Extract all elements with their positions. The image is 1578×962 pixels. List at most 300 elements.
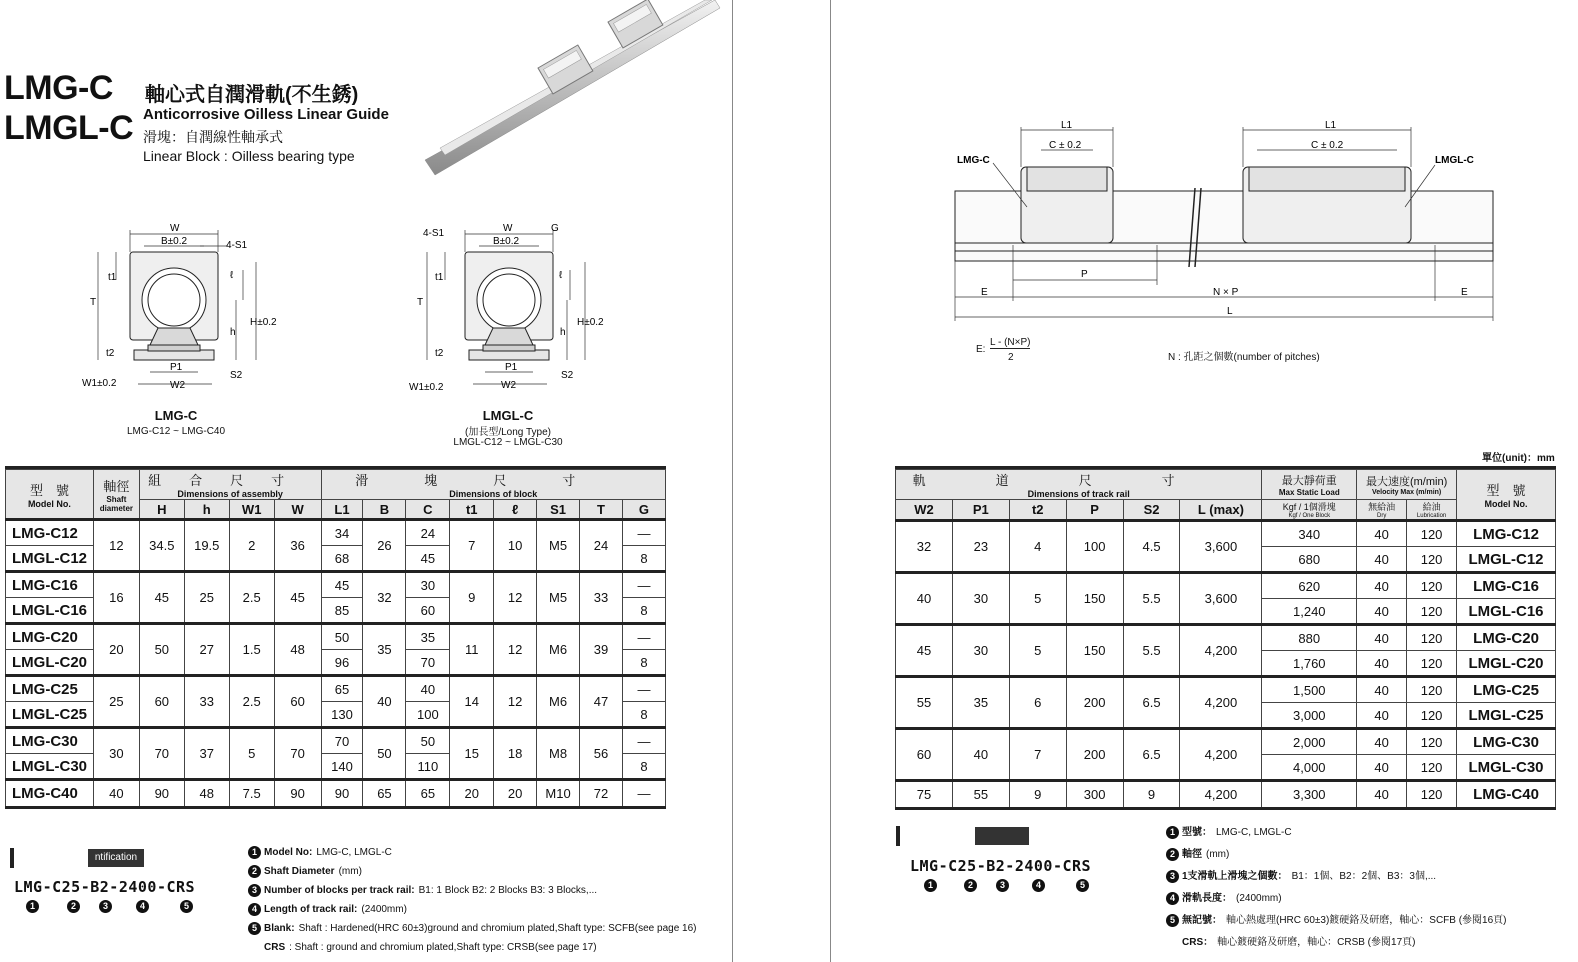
rt-cell-P: 200 [1066,729,1123,781]
lt-cell-L1: 130 [321,702,363,728]
lt-row [6,520,666,546]
lt-cell-t1: 14 [450,676,494,728]
right-crs-key: CRS： [1182,937,1214,948]
ident-code-right: LMG-C25-B2-2400-CRS [910,857,1092,875]
rt-track-en: Dimensions of track rail [1027,489,1130,499]
lt-cell-l: 12 [494,624,537,676]
lt-cell-W1: 2.5 [229,572,274,624]
rt-cell-load: 880 [1262,625,1357,651]
lt-cell-L1: 70 [321,728,363,754]
e-formula-prefix: E: [976,344,986,355]
rt-cell-P1: 30 [952,573,1009,625]
dim-p1-label: P1 [170,362,183,373]
ident-num-r2: 2 [964,879,977,892]
lt-cell-l: 20 [494,780,537,808]
dim-l-label: ℓ [230,270,234,281]
lt-cell-shaft: 30 [93,728,139,780]
rt-cell-S2: 4.5 [1123,521,1180,573]
lt-cell-t1: 20 [450,780,494,808]
lt-model-header [6,470,94,520]
e-formula-numerator: L - (N×P) [990,337,1031,348]
lt-cell-l: 18 [494,728,537,780]
n-note: N : 孔距之個數(number of pitches) [1168,352,1320,363]
rt-model-cell: LMGL-C25 [1457,703,1556,729]
lt-model-cell: LMGL-C12 [6,546,94,572]
lt-cell-W: 60 [274,676,321,728]
rail-e-right: E [1461,287,1468,298]
lt-cell-B: 35 [363,624,406,676]
lt-cell-G: 8 [622,598,665,624]
lt-cell-L1: 140 [321,754,363,780]
lt-col-7: t1 [450,500,494,520]
lt-cell-T: 56 [580,728,623,780]
lt-cell-shaft: 25 [93,676,139,728]
lt-cell-shaft: 12 [93,520,139,572]
lt-shaft-cn: 軸徑 [103,478,130,494]
lt-block-cn: 滑塊尺寸 [355,473,632,488]
lt-row [6,624,666,650]
lt-cell-H: 34.5 [139,520,184,572]
rt-model-cell: LMG-C40 [1457,781,1556,809]
rt-cell-load: 1,240 [1262,599,1357,625]
rt-cell-lub: 120 [1407,703,1457,729]
rt-cell-load: 620 [1262,573,1357,599]
rt-cell-load: 3,300 [1262,781,1357,809]
rt-vel-en: Velocity Max (m/min) [1372,489,1442,496]
lt-cell-G: 8 [622,754,665,780]
rt-cell-t2: 9 [1009,781,1066,809]
title-lmg-c: LMG-C [4,69,113,107]
lt-model-cell: LMGL-C25 [6,702,94,728]
rt-cell-load: 680 [1262,547,1357,573]
left-legend-num: 3 [248,884,261,897]
lmgl-c-section-drawing [405,220,605,395]
lt-cell-S1: M5 [537,520,580,572]
dim-s2-label-2: S2 [561,370,574,381]
lt-model-cn: 型 號 [29,482,69,498]
lt-model-cell: LMG-C12 [6,520,94,546]
lt-cell-W: 90 [274,780,321,808]
right-legend-item [1166,888,1566,910]
lt-col-11: G [622,500,665,520]
right-legend-num: 4 [1166,892,1179,905]
rt-cell-W2: 75 [896,781,953,809]
ident-num-3: 3 [99,900,112,913]
lt-cell-S1: M6 [537,676,580,728]
rt-cell-dry: 40 [1357,781,1407,809]
left-legend-key: Model No: [264,847,313,858]
rail-p-label: P [1081,269,1088,280]
right-legend-crs [1182,932,1566,954]
rt-cell-lub: 120 [1407,625,1457,651]
lt-col-4: L1 [321,500,363,520]
dim-b-label: B±0.2 [161,236,188,247]
lt-cell-h: 48 [184,780,229,808]
lt-cell-H: 90 [139,780,184,808]
dim-t2-label: t2 [106,348,115,359]
rt-col-3: P [1066,500,1123,521]
left-legend-val: B1: 1 Block B2: 2 Blocks B3: 3 Blocks,... [418,885,598,896]
lt-cell-L1: 65 [321,676,363,702]
lt-cell-C: 30 [406,572,450,598]
rt-cell-dry: 40 [1357,729,1407,755]
right-legend-key: 1支滑軌上滑塊之個數： [1182,871,1288,882]
rt-row [896,677,1556,703]
rail-np-label: N × P [1213,287,1239,298]
lt-cell-C: 40 [406,676,450,702]
rt-col-4: S2 [1123,500,1180,521]
lt-cell-C: 100 [406,702,450,728]
rt-model-cell: LMG-C12 [1457,521,1556,547]
lt-cell-T: 24 [580,520,623,572]
right-legend-val: 軸心熱處理(HRC 60±3)鍍硬鉻及研磨，軸心：SCFB (參閱16頁) [1226,915,1507,926]
right-legend-num: 1 [1166,826,1179,839]
lt-cell-C: 65 [406,780,450,808]
rt-vel-cn: 最大速度(m/min) [1365,476,1448,488]
left-legend-key: Length of track rail: [264,904,358,915]
dim-h-label-2: H±0.2 [577,317,604,328]
subtitle-cn: 滑塊：自潤線性軸承式 [143,129,283,145]
dim-h-label: H±0.2 [250,317,277,328]
right-legend-item [1166,844,1566,866]
lt-col-2: W1 [229,500,274,520]
lt-row [6,728,666,754]
rt-col-lub [1407,500,1457,521]
lt-cell-G: — [622,728,665,754]
rt-col-5: L (max) [1180,500,1262,521]
rt-cell-S2: 9 [1123,781,1180,809]
ident-num-r1: 1 [924,879,937,892]
lt-cell-l: 10 [494,520,537,572]
rt-cell-P1: 40 [952,729,1009,781]
dim-t-label-2: T [417,297,424,308]
right-spec-table [895,469,1556,810]
rt-model-cn: 型 號 [1486,483,1526,498]
unit-note: 單位(unit)：mm [1482,453,1555,464]
dim-p1-label-2: P1 [505,362,518,373]
dim-sh-label-2: h [560,327,566,338]
lt-cell-h: 27 [184,624,229,676]
lt-model-cell: LMGL-C16 [6,598,94,624]
rt-cell-W2: 40 [896,573,953,625]
rt-cell-P1: 35 [952,677,1009,729]
lt-col-1: h [184,500,229,520]
lt-cell-t1: 9 [450,572,494,624]
lt-row-last [6,780,666,808]
rt-cell-load: 2,000 [1262,729,1357,755]
rail-c-left: C ± 0.2 [1049,140,1082,151]
rt-model-cell: LMGL-C30 [1457,755,1556,781]
lmgl-c-drawing-type: (加長型/Long Type) [465,427,551,438]
rt-load-header [1262,470,1357,500]
lt-cell-C: 45 [406,546,450,572]
lt-cell-B: 65 [363,780,406,808]
lt-cell-C: 50 [406,728,450,754]
rt-cell-lub: 120 [1407,729,1457,755]
lt-cell-C: 24 [406,520,450,546]
product-rail-image [420,0,720,175]
rt-row [896,521,1556,547]
right-legend-num: 3 [1166,870,1179,883]
left-legend-val: (2400mm) [361,904,407,915]
dim-t2-label-2: t2 [435,348,444,359]
lt-cell-h: 25 [184,572,229,624]
rt-cell-W2: 32 [896,521,953,573]
rt-cell-lub: 120 [1407,521,1457,547]
rt-cell-S2: 5.5 [1123,625,1180,677]
left-crs-val: : Shaft : ground and chromium plated,Shaft type: CRSB(see page 17) [289,942,597,953]
lt-col-8: ℓ [494,500,537,520]
lt-cell-L1: 85 [321,598,363,624]
lt-block-header [321,470,665,500]
rt-cell-t2: 5 [1009,625,1066,677]
left-legend-val: LMG-C, LMGL-C [316,847,392,858]
lt-cell-W: 36 [274,520,321,572]
rt-model-cell: LMG-C20 [1457,625,1556,651]
lt-cell-C: 60 [406,598,450,624]
lt-cell-l: 12 [494,572,537,624]
rt-cell-load: 1,760 [1262,651,1357,677]
lt-model-cell: LMG-C25 [6,676,94,702]
lt-cell-G: 8 [622,702,665,728]
left-legend-num: 4 [248,903,261,916]
lt-model-cell: LMG-C16 [6,572,94,598]
rail-side-drawing [945,115,1515,370]
lt-col-3: W [274,500,321,520]
lt-cell-G: — [622,572,665,598]
lt-cell-C: 70 [406,650,450,676]
lt-cell-L1: 50 [321,624,363,650]
lt-cell-W1: 2.5 [229,676,274,728]
lt-model-en: Model No. [27,498,71,509]
rt-load-sub2: Kgf / One Block [1288,513,1331,519]
left-legend-key: Shaft Diameter [264,866,335,877]
rt-cell-lub: 120 [1407,755,1457,781]
lt-cell-T: 33 [580,572,623,624]
lt-col-10: T [580,500,623,520]
lt-cell-H: 60 [139,676,184,728]
dim-b-label-2: B±0.2 [493,236,520,247]
lt-model-cell: LMG-C20 [6,624,94,650]
lt-cell-shaft: 16 [93,572,139,624]
lt-cell-G: 8 [622,546,665,572]
lt-cell-B: 32 [363,572,406,624]
rt-cell-P: 150 [1066,573,1123,625]
rt-cell-lub: 120 [1407,651,1457,677]
rt-model-en: Model No. [1484,499,1528,509]
lt-cell-B: 40 [363,676,406,728]
lt-assembly-cn: 組合尺寸 [148,473,313,488]
rt-row [896,625,1556,651]
rt-cell-W2: 55 [896,677,953,729]
lt-cell-G: 8 [622,650,665,676]
lt-cell-T: 39 [580,624,623,676]
lt-cell-t1: 15 [450,728,494,780]
dim-sh-label: h [230,327,236,338]
left-legend-item [248,843,718,862]
lt-model-cell: LMGL-C30 [6,754,94,780]
dim-w2-label-2: W2 [501,380,516,391]
lt-cell-C: 110 [406,754,450,780]
rt-lub-cn: 給油 [1422,502,1441,512]
lt-cell-S1: M10 [537,780,580,808]
right-legend-val: LMG-C, LMGL-C [1216,827,1292,838]
rt-load-en: Max Static Load [1278,488,1340,497]
rt-load-sub: Kgf / 1個滑塊 [1282,502,1336,512]
lt-cell-G: — [622,520,665,546]
rt-cell-L: 4,200 [1180,677,1262,729]
right-legend-key: 軸徑 [1182,849,1202,860]
rt-cell-lub: 120 [1407,547,1457,573]
left-legend-item [248,919,718,938]
rt-cell-lub: 120 [1407,599,1457,625]
lt-cell-T: 72 [580,780,623,808]
lt-cell-H: 70 [139,728,184,780]
dim-t-label: T [90,297,97,308]
right-crs-val: 軸心鍍硬鉻及研磨，軸心：CRSB (參閱17頁) [1217,937,1416,948]
lmgl-c-drawing-range: LMGL-C12 ~ LMGL-C30 [453,437,563,448]
rt-cell-load: 3,000 [1262,703,1357,729]
rt-cell-P1: 30 [952,625,1009,677]
lt-cell-S1: M5 [537,572,580,624]
lt-cell-h: 19.5 [184,520,229,572]
rt-cell-dry: 40 [1357,703,1407,729]
lmg-c-section-drawing [78,220,278,395]
rt-cell-load: 1,500 [1262,677,1357,703]
dim-w1-label: W1±0.2 [82,378,117,389]
rt-dry-cn: 無給油 [1368,502,1396,512]
lt-cell-C: 35 [406,624,450,650]
lt-cell-h: 37 [184,728,229,780]
rt-cell-L: 4,200 [1180,729,1262,781]
lmg-c-drawing-title: LMG-C [154,408,198,423]
rt-cell-lub: 120 [1407,677,1457,703]
rt-cell-dry: 40 [1357,599,1407,625]
left-legend-val: Shaft : Hardened(HRC 60±3)ground and chromium plated,Shaft type: SCFB(see page 16) [298,923,697,934]
lt-cell-L1: 68 [321,546,363,572]
rt-cell-t2: 6 [1009,677,1066,729]
dim-t1-label: t1 [108,272,117,283]
lt-cell-W1: 1.5 [229,624,274,676]
ident-legend-right [1166,822,1566,954]
lt-col-0: H [139,500,184,520]
rt-row [896,573,1556,599]
right-legend-item [1166,910,1566,932]
lt-shaft-header [93,470,139,520]
rt-row [896,729,1556,755]
right-legend-val: (2400mm) [1236,893,1282,904]
lt-shaft-en: Shaft diameter [99,494,134,513]
left-spec-table [5,469,666,809]
rt-cell-lub: 120 [1407,573,1457,599]
rt-cell-P: 100 [1066,521,1123,573]
rail-c-right: C ± 0.2 [1311,140,1344,151]
dim-w2-label: W2 [170,380,185,391]
rt-cell-dry: 40 [1357,573,1407,599]
lt-cell-B: 26 [363,520,406,572]
right-legend-item [1166,822,1566,844]
rail-l1-left: L1 [1061,120,1073,131]
rail-e-left: E [981,287,988,298]
e-formula-denominator: 2 [1008,352,1014,363]
rt-cell-dry: 40 [1357,547,1407,573]
lt-row [6,676,666,702]
left-legend-val: (mm) [338,866,362,877]
left-page-edge [732,0,733,962]
rt-col-1: P1 [952,500,1009,521]
lt-cell-G: — [622,780,665,808]
right-legend-item [1166,866,1566,888]
rt-cell-L: 4,200 [1180,781,1262,809]
right-legend-num: 5 [1166,914,1179,927]
lt-cell-T: 47 [580,676,623,728]
lt-cell-B: 50 [363,728,406,780]
lt-cell-L1: 34 [321,520,363,546]
rt-model-cell: LMG-C30 [1457,729,1556,755]
dim-s2-label: S2 [230,370,243,381]
lt-block-en: Dimensions of block [449,489,538,499]
lmgl-c-drawing-title: LMGL-C [482,408,534,423]
left-crs-key: CRS [264,942,286,953]
rail-lmgl-label: LMGL-C [1435,155,1474,166]
ident-num-5: 5 [180,900,193,913]
lt-row [6,572,666,598]
rt-row-last [896,781,1556,809]
rt-cell-dry: 40 [1357,521,1407,547]
lt-cell-W1: 2 [229,520,274,572]
rt-col-dry [1357,500,1407,521]
lt-cell-W1: 7.5 [229,780,274,808]
lt-cell-W1: 5 [229,728,274,780]
ident-num-r4: 4 [1032,879,1045,892]
rt-load-cn: 最大靜荷重 [1281,475,1337,487]
rt-cell-load: 4,000 [1262,755,1357,781]
rt-model-cell: LMG-C16 [1457,573,1556,599]
subtitle-en: Linear Block : Oilless bearing type [143,148,355,164]
rt-col-0: W2 [896,500,953,521]
ident-legend-left [248,843,718,957]
lt-col-6: C [406,500,450,520]
left-legend-crs [264,938,718,957]
ident-num-r5: 5 [1076,879,1089,892]
rt-cell-L: 4,200 [1180,625,1262,677]
rt-cell-S2: 6.5 [1123,677,1180,729]
ident-bar-right [896,826,900,846]
rt-cell-W2: 45 [896,625,953,677]
lt-model-cell: LMG-C30 [6,728,94,754]
right-page-edge [830,0,831,962]
rt-cell-L: 3,600 [1180,573,1262,625]
ident-num-r3: 3 [996,879,1009,892]
rt-cell-S2: 6.5 [1123,729,1180,781]
ident-num-2: 2 [67,900,80,913]
left-legend-num: 5 [248,922,261,935]
lt-cell-S1: M8 [537,728,580,780]
lt-cell-W: 48 [274,624,321,676]
cn-title: 軸心式自潤滑軌(不生銹) [145,84,359,106]
lt-cell-G: — [622,676,665,702]
rt-lub-en: Lubrication [1416,513,1447,519]
lt-cell-W: 70 [274,728,321,780]
dim-w-label: W [170,223,180,234]
rt-model-cell: LMGL-C12 [1457,547,1556,573]
right-legend-val: (mm) [1206,849,1230,860]
dim-g-label: G [551,223,559,234]
rt-dry-en: Dry [1376,513,1387,519]
rt-track-cn: 軌道尺寸 [912,473,1245,488]
rt-cell-P: 150 [1066,625,1123,677]
lmg-c-drawing-range: LMG-C12 ~ LMG-C40 [126,426,226,437]
